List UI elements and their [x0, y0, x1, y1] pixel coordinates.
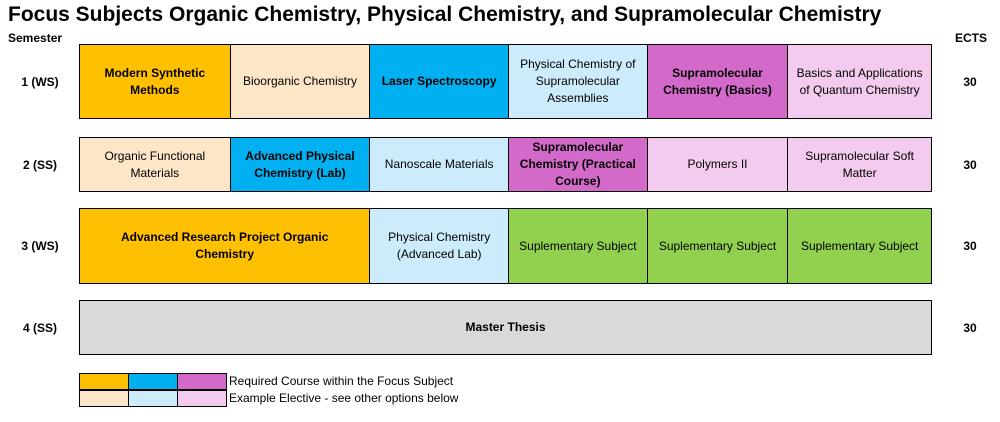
course-cell: Modern Synthetic Methods — [80, 45, 231, 118]
legend-item-elective — [79, 389, 458, 407]
legend-label: Example Elective - see other options below — [229, 391, 459, 405]
course-row — [79, 208, 932, 284]
course-cell: Supramolecular Chemistry (Basics) — [648, 45, 789, 118]
semester-row-3 — [0, 208, 1000, 284]
legend-swatch — [79, 373, 129, 390]
course-cell: Polymers II — [648, 138, 789, 191]
legend-swatch — [177, 390, 227, 407]
legend-swatch — [79, 390, 129, 407]
course-cell: Physical Chemistry (Advanced Lab) — [370, 209, 509, 283]
course-cell: Physical Chemistry of Supramolecular Assemblies — [509, 45, 648, 118]
semester-row-2 — [0, 137, 1000, 192]
course-row — [79, 44, 932, 119]
ects-value: 30 — [963, 157, 977, 172]
course-cell: Supramolecular Chemistry (Practical Course) — [509, 138, 648, 191]
semester-label: 3 (WS) — [21, 239, 59, 253]
legend-swatch — [128, 373, 178, 390]
semester-label: 4 (SS) — [22, 320, 57, 335]
legend-swatch — [128, 390, 178, 407]
legend — [79, 372, 458, 407]
course-cell: Advanced Physical Chemistry (Lab) — [231, 138, 371, 191]
semester-row-1 — [0, 44, 1000, 119]
page-title: Focus Subjects Organic Chemistry, Physical Chemistry, and Supramolecular Chemistry — [8, 3, 882, 26]
course-cell: Advanced Research Project Organic Chemistry — [80, 209, 370, 283]
semester-label: 2 (SS) — [22, 157, 57, 172]
course-cell: Suplementary Subject — [509, 209, 648, 283]
legend-label: Required Course within the Focus Subject — [229, 374, 454, 388]
ects-header: ECTS — [955, 31, 988, 45]
semester-label: 1 (WS) — [21, 74, 59, 89]
semester-header: Semester — [8, 31, 63, 45]
course-cell: Suplementary Subject — [788, 209, 931, 283]
course-cell: Bioorganic Chemistry — [231, 45, 371, 118]
course-row — [79, 137, 932, 192]
course-cell: Suplementary Subject — [648, 209, 789, 283]
ects-value: 30 — [963, 74, 977, 89]
ects-value: 30 — [963, 320, 977, 335]
semester-row-4 — [0, 300, 1000, 355]
course-cell: Basics and Applications of Quantum Chemistry — [788, 45, 931, 118]
course-cell: Organic Functional Materials — [80, 138, 231, 191]
legend-item-required — [79, 372, 458, 390]
course-cell: Supramolecular Soft Matter — [788, 138, 931, 191]
course-cell: Nanoscale Materials — [370, 138, 509, 191]
course-cell: Laser Spectroscopy — [370, 45, 509, 118]
course-row — [79, 300, 932, 355]
course-cell: Master Thesis — [80, 301, 931, 354]
ects-value: 30 — [963, 239, 977, 253]
legend-swatch — [177, 373, 227, 390]
